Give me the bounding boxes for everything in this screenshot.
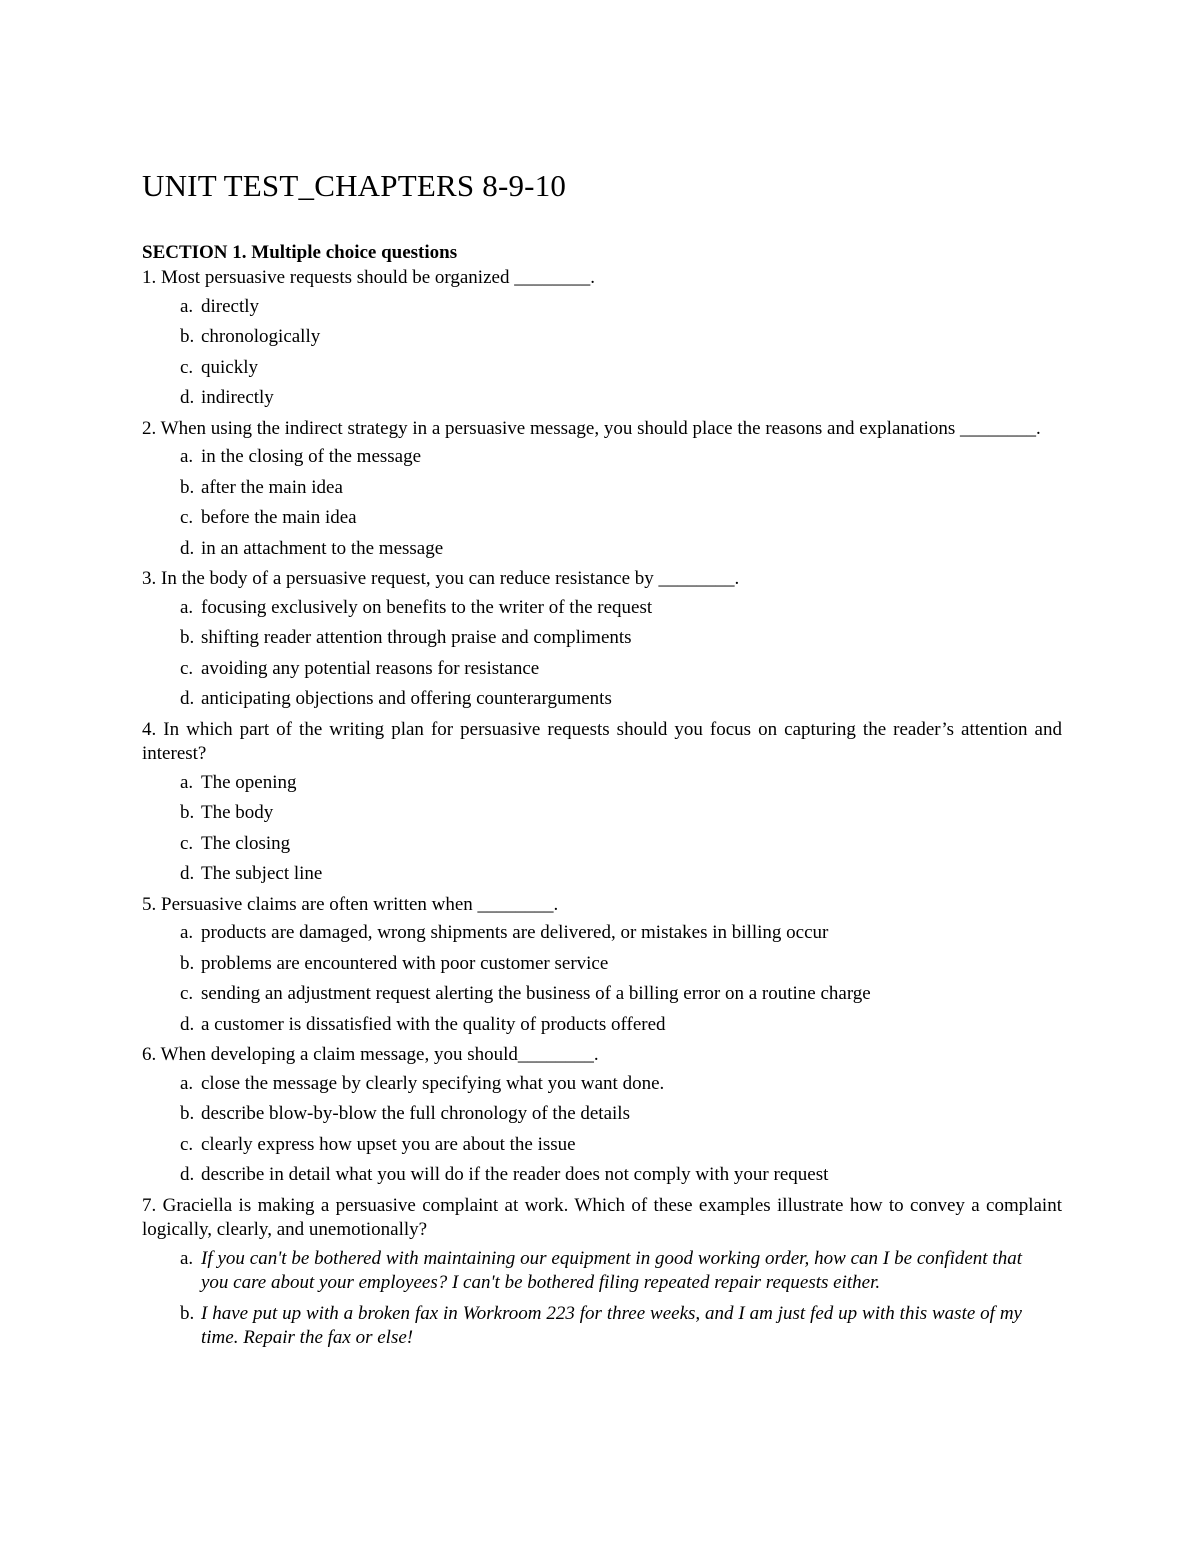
answer-option <box>142 687 1062 712</box>
answer-option <box>142 1247 1062 1296</box>
answer-option <box>142 1163 1062 1188</box>
option-text: If you can't be bothered with maintaining our equipment in good working order, how can I be confident that you care about your employees? I can't be bothered filing repeated repair requests either. <box>201 1247 1022 1293</box>
option-letter: b. <box>180 1103 195 1124</box>
option-letter: c. <box>180 507 194 528</box>
option-text: The body <box>201 802 274 823</box>
answer-option <box>142 657 1062 682</box>
option-letter: d. <box>180 1013 195 1035</box>
answer-option <box>142 771 1062 796</box>
question-prompt: 7. Graciella is making a persuasive complaint at work. Which of these examples illustrate how to convey a complaint logically, clearly, and unemotionally? <box>142 1194 1062 1240</box>
option-text: The opening <box>201 771 297 793</box>
question-block <box>142 417 1062 562</box>
answer-option <box>142 476 1062 501</box>
option-text: describe blow-by-blow the full chronology of the details <box>201 1103 630 1124</box>
answer-option <box>142 295 1062 320</box>
question-prompt: 1. Most persuasive requests should be organized ________. <box>142 267 595 288</box>
option-letter: b. <box>180 326 195 347</box>
option-letter: a. <box>180 1072 194 1094</box>
answer-option <box>142 801 1062 826</box>
option-text: directly <box>201 295 260 317</box>
option-letter: d. <box>180 688 195 709</box>
option-text: after the main idea <box>201 476 343 498</box>
option-text: close the message by clearly specifying what you want done. <box>201 1072 665 1094</box>
option-letter: c. <box>180 832 194 854</box>
question-list <box>142 266 1062 1351</box>
answer-option <box>142 982 1062 1007</box>
option-letter: a. <box>180 771 194 793</box>
question-block <box>142 567 1062 712</box>
answer-option <box>142 356 1062 381</box>
question-block <box>142 1194 1062 1351</box>
question-prompt: 5. Persuasive claims are often written when ________. <box>142 893 559 915</box>
option-letter: b. <box>180 952 195 974</box>
option-text: avoiding any potential reasons for resistance <box>201 657 540 679</box>
option-letter: a. <box>180 295 194 317</box>
question-prompt: 6. When developing a claim message, you should________. <box>142 1044 599 1065</box>
option-text: before the main idea <box>201 507 357 528</box>
answer-option <box>142 1013 1062 1038</box>
option-text: quickly <box>201 356 258 378</box>
option-letter: d. <box>180 1164 195 1185</box>
section-title: SECTION 1. Multiple choice questions <box>142 242 458 263</box>
option-letter: c. <box>180 657 194 679</box>
option-letter: c. <box>180 356 194 378</box>
answer-option <box>142 832 1062 857</box>
option-letter: a. <box>180 922 194 943</box>
answer-option <box>142 862 1062 887</box>
option-text: products are damaged, wrong shipments are delivered, or mistakes in billing occur <box>201 922 829 943</box>
answer-option <box>142 1102 1062 1127</box>
option-text: clearly express how upset you are about the issue <box>201 1133 576 1155</box>
option-text: indirectly <box>201 387 274 408</box>
question-block <box>142 893 1062 1038</box>
document-page <box>142 166 1062 1357</box>
question-prompt: 4. In which part of the writing plan for persuasive requests should you focus on capturing the reader’s attention and interest? <box>142 718 1062 764</box>
option-list <box>142 295 1062 411</box>
option-letter: d. <box>180 387 195 408</box>
answer-option <box>142 921 1062 946</box>
option-list <box>142 445 1062 561</box>
option-text: sending an adjustment request alerting the business of a billing error on a routine charge <box>201 983 871 1004</box>
option-letter: b. <box>180 627 195 648</box>
answer-option <box>142 1072 1062 1097</box>
option-letter: d. <box>180 863 195 884</box>
option-text: The closing <box>201 832 291 854</box>
answer-option <box>142 626 1062 651</box>
answer-option <box>142 506 1062 531</box>
option-text: describe in detail what you will do if the reader does not comply with your request <box>201 1164 829 1185</box>
question-prompt: 2. When using the indirect strategy in a persuasive message, you should place the reasons and explanations ________. <box>142 417 1041 439</box>
option-letter: b. <box>180 476 195 498</box>
option-letter: a. <box>180 446 194 467</box>
option-text: anticipating objections and offering counterarguments <box>201 688 612 709</box>
option-letter: c. <box>180 1133 194 1155</box>
option-text: in the closing of the message <box>201 446 422 467</box>
document-title: UNIT TEST_CHAPTERS 8-9-10 <box>142 168 567 203</box>
option-text: problems are encountered with poor customer service <box>201 952 609 974</box>
option-list <box>142 1072 1062 1188</box>
answer-option <box>142 537 1062 562</box>
option-letter: d. <box>180 537 195 559</box>
option-letter: c. <box>180 983 194 1004</box>
option-text: a customer is dissatisfied with the quality of products offered <box>201 1013 666 1035</box>
question-block <box>142 266 1062 411</box>
answer-option <box>142 952 1062 977</box>
option-list <box>142 1247 1062 1351</box>
question-block <box>142 718 1062 887</box>
answer-option <box>142 1133 1062 1158</box>
option-letter: b. <box>180 802 195 823</box>
option-letter: a. <box>180 596 194 618</box>
option-list <box>142 921 1062 1037</box>
option-letter: a. <box>180 1247 194 1269</box>
option-text: focusing exclusively on benefits to the writer of the request <box>201 596 653 618</box>
answer-option <box>142 1302 1062 1351</box>
option-list <box>142 596 1062 712</box>
option-text: chronologically <box>201 326 321 347</box>
answer-option <box>142 445 1062 470</box>
option-text: The subject line <box>201 863 323 884</box>
answer-option <box>142 325 1062 350</box>
option-text: shifting reader attention through praise and compliments <box>201 627 632 648</box>
option-text: in an attachment to the message <box>201 537 444 559</box>
option-letter: b. <box>180 1302 195 1324</box>
question-block <box>142 1043 1062 1188</box>
question-prompt: 3. In the body of a persuasive request, you can reduce resistance by ________. <box>142 568 740 589</box>
answer-option <box>142 596 1062 621</box>
option-text: I have put up with a broken fax in Workroom 223 for three weeks, and I am just fed up with this waste of my time. Repair the fax or else! <box>201 1302 1022 1348</box>
answer-option <box>142 386 1062 411</box>
option-list <box>142 771 1062 887</box>
